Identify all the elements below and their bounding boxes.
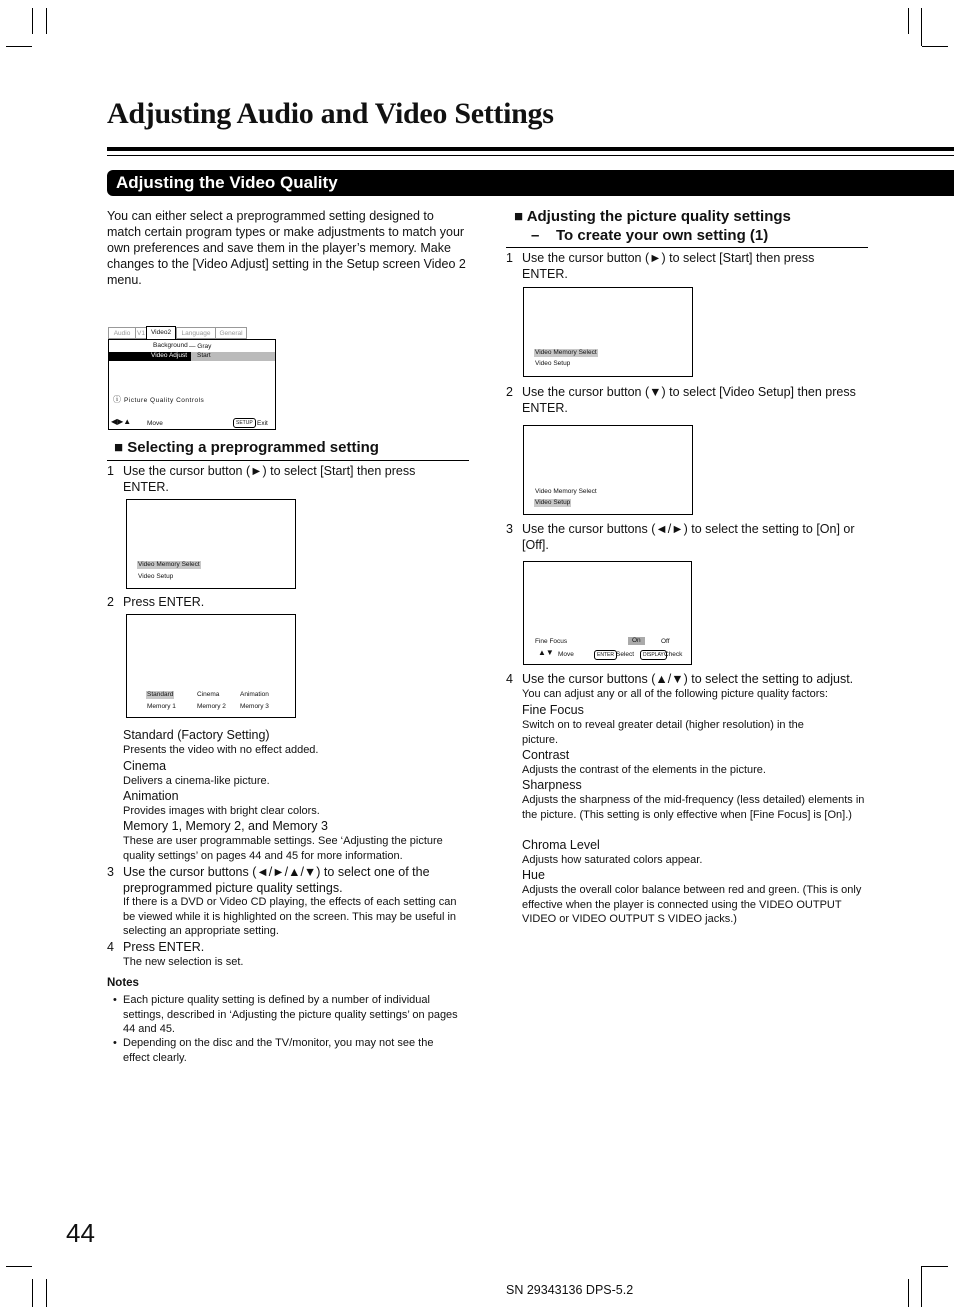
right-step3: Use the cursor buttons (◄/►) to select the setting to [On] or [Off]. xyxy=(522,522,855,552)
move-label: Move xyxy=(558,651,574,658)
factor-desc: Adjusts how saturated colors appear. xyxy=(522,854,703,866)
option-desc: These are user programmable settings. See ‘Adjusting the picture quality settings’ on pages 44 and 45 for more information. xyxy=(123,835,443,862)
right-subheading: – To create your own setting (1) xyxy=(531,227,769,244)
factor-title: Sharpness xyxy=(522,778,582,792)
left-heading xyxy=(114,439,379,456)
square-bullet-icon: ■ xyxy=(114,439,124,456)
left-heading-rule xyxy=(107,460,469,461)
crop-mark xyxy=(922,46,948,47)
option-title: Cinema xyxy=(123,759,167,773)
tab-language: Language xyxy=(176,327,216,339)
right-heading xyxy=(514,208,791,225)
section-title: Adjusting the Video Quality xyxy=(116,173,338,192)
off-option: Off xyxy=(661,638,670,645)
intro-text: You can either select a preprogrammed setting designed to match certain program types or make adjustments to match your own preferences and save them in the player’s memory. Make changes to the [Video Adjust] setting in the Setup screen Video 2 menu. xyxy=(107,209,466,287)
right-step4-desc: You can adjust any or all of the following picture quality factors: xyxy=(522,688,828,700)
left-heading-text: Selecting a preprogrammed setting xyxy=(127,439,379,456)
setup-button-icon: SETUP xyxy=(233,418,256,428)
crop-mark xyxy=(46,1279,47,1307)
memory2-option: Memory 2 xyxy=(197,703,226,710)
option-title: Memory 1, Memory 2, and Memory 3 xyxy=(123,819,328,833)
info-text: Picture Quality Controls xyxy=(124,397,205,404)
factor-desc: Adjusts the contrast of the elements in the picture. xyxy=(522,764,766,776)
step-number: 4 xyxy=(506,672,513,686)
video-setup-item: Video Setup xyxy=(535,360,571,367)
animation-option: Animation xyxy=(240,691,269,698)
check-label: Check xyxy=(664,651,683,658)
left-step3: Use the cursor buttons (◄/►/▲/▼) to select one of the preprogrammed picture quality settings. xyxy=(123,865,430,895)
factor-title: Hue xyxy=(522,868,545,882)
square-bullet-icon: ■ xyxy=(514,208,524,225)
page-title: Adjusting Audio and Video Settings xyxy=(107,97,554,130)
note-bullet: • xyxy=(113,1037,117,1049)
crop-mark xyxy=(6,46,32,47)
move-label: Move xyxy=(147,420,163,427)
background-value: — Gray xyxy=(189,343,212,350)
crop-mark xyxy=(908,8,909,34)
video-memory-select-item: Video Memory Select xyxy=(138,561,200,568)
left-step2: Press ENTER. xyxy=(123,595,205,609)
left-step4-desc: The new selection is set. xyxy=(123,956,244,968)
crop-mark xyxy=(921,1266,922,1307)
step-number: 3 xyxy=(107,865,114,879)
right-screen2 xyxy=(523,425,693,515)
step-number: 1 xyxy=(107,464,114,478)
page-number: 44 xyxy=(66,1218,95,1248)
right-step1: Use the cursor button (►) to select [Start] then press ENTER. xyxy=(522,251,815,281)
right-step4: Use the cursor buttons (▲/▼) to select the setting to adjust. xyxy=(522,672,854,686)
option-desc: Delivers a cinema-like picture. xyxy=(123,775,270,787)
video-memory-select-item: Video Memory Select xyxy=(535,488,597,495)
factor-desc: Switch on to reveal greater detail (higher resolution) in the picture. xyxy=(522,719,804,746)
option-title: Animation xyxy=(123,789,179,803)
exit-label: Exit xyxy=(257,420,268,427)
setup-body xyxy=(108,339,276,430)
left-screen2 xyxy=(126,614,296,718)
crop-mark xyxy=(6,1266,32,1267)
up-down-keys-icon: ▲▼ xyxy=(538,648,554,657)
video-adjust-value: Start xyxy=(197,352,211,359)
memory1-option: Memory 1 xyxy=(147,703,176,710)
video-memory-select-item: Video Memory Select xyxy=(535,349,597,356)
setup-tabs xyxy=(108,326,276,339)
factor-desc: Adjusts the overall color balance between red and green. (This is only effective when the player is connected using the VIDEO OUTPUT VIDEO or VIDEO OUTPUT S VIDEO jacks.) xyxy=(522,884,862,925)
right-screen3 xyxy=(523,561,692,665)
factor-title: Chroma Level xyxy=(522,838,600,852)
right-screen1 xyxy=(523,287,693,377)
standard-option: Standard xyxy=(147,691,174,698)
note-1: Each picture quality setting is defined by a number of individual settings, described in ‘Adjusting the picture quality settings’ on pages 44 and 45. xyxy=(123,994,458,1035)
title-rule xyxy=(107,147,954,151)
fine-focus-label: Fine Focus xyxy=(535,638,568,645)
select-label: Select xyxy=(616,651,635,658)
tab-v1: V1 xyxy=(135,327,147,339)
factor-title: Contrast xyxy=(522,748,570,762)
background-label: Background xyxy=(153,342,188,349)
video-setup-item: Video Setup xyxy=(138,573,174,580)
crop-mark xyxy=(921,8,922,46)
video-setup-item: Video Setup xyxy=(535,499,571,506)
tab-video2: Video2 xyxy=(146,326,176,339)
on-option: On xyxy=(628,637,645,645)
crop-mark xyxy=(32,1279,33,1307)
title-rule-thin xyxy=(107,155,954,156)
left-step1: Use the cursor button (►) to select [Start] then press ENTER. xyxy=(123,464,416,494)
enter-button-icon: ENTER xyxy=(594,650,617,660)
option-desc: Provides images with bright clear colors. xyxy=(123,805,320,817)
factor-title: Fine Focus xyxy=(522,703,584,717)
note-2: Depending on the disc and the TV/monitor, you may not see the effect clearly. xyxy=(123,1037,434,1064)
step-number: 1 xyxy=(506,251,513,265)
note-bullet: • xyxy=(113,994,117,1006)
display-button-icon: DISPLAY xyxy=(640,650,667,660)
step-number: 3 xyxy=(506,522,513,536)
step-number: 4 xyxy=(107,940,114,954)
factor-desc: Adjusts the sharpness of the mid-frequency (less detailed) elements in the picture. (This setting is only effective when [Fine Focus] is [On].) xyxy=(522,794,865,821)
crop-mark xyxy=(32,8,33,34)
left-screen1 xyxy=(126,499,296,589)
footer-code: SN 29343136 DPS-5.2 xyxy=(506,1283,634,1297)
video-adjust-label: Video Adjust xyxy=(151,352,188,359)
left-step4: Press ENTER. xyxy=(123,940,205,954)
crop-mark xyxy=(46,8,47,34)
left-step3-desc: If there is a DVD or Video CD playing, the effects of each setting can be viewed while it is highlighted on the screen. This may be useful in selecting an appropriate setting. xyxy=(123,896,457,937)
step-number: 2 xyxy=(107,595,114,609)
crop-mark xyxy=(922,1266,948,1267)
step-number: 2 xyxy=(506,385,513,399)
crop-mark xyxy=(908,1279,909,1307)
info-icon: ⓘ xyxy=(113,395,121,404)
setup-screen xyxy=(108,326,276,430)
tab-general: General xyxy=(215,327,247,339)
option-title: Standard (Factory Setting) xyxy=(123,728,270,742)
section-header xyxy=(107,170,954,196)
right-step2: Use the cursor button (▼) to select [Video Setup] then press ENTER. xyxy=(522,385,856,415)
arrow-keys-icon: ◀▶▲ xyxy=(111,417,132,426)
video-adjust-row xyxy=(109,352,275,361)
right-heading-text: Adjusting the picture quality settings xyxy=(526,208,791,225)
tab-audio: Audio xyxy=(108,327,136,339)
memory3-option: Memory 3 xyxy=(240,703,269,710)
option-desc: Presents the video with no effect added. xyxy=(123,744,319,756)
cinema-option: Cinema xyxy=(197,691,220,698)
right-heading-rule xyxy=(506,247,868,248)
notes-title: Notes xyxy=(107,977,139,989)
